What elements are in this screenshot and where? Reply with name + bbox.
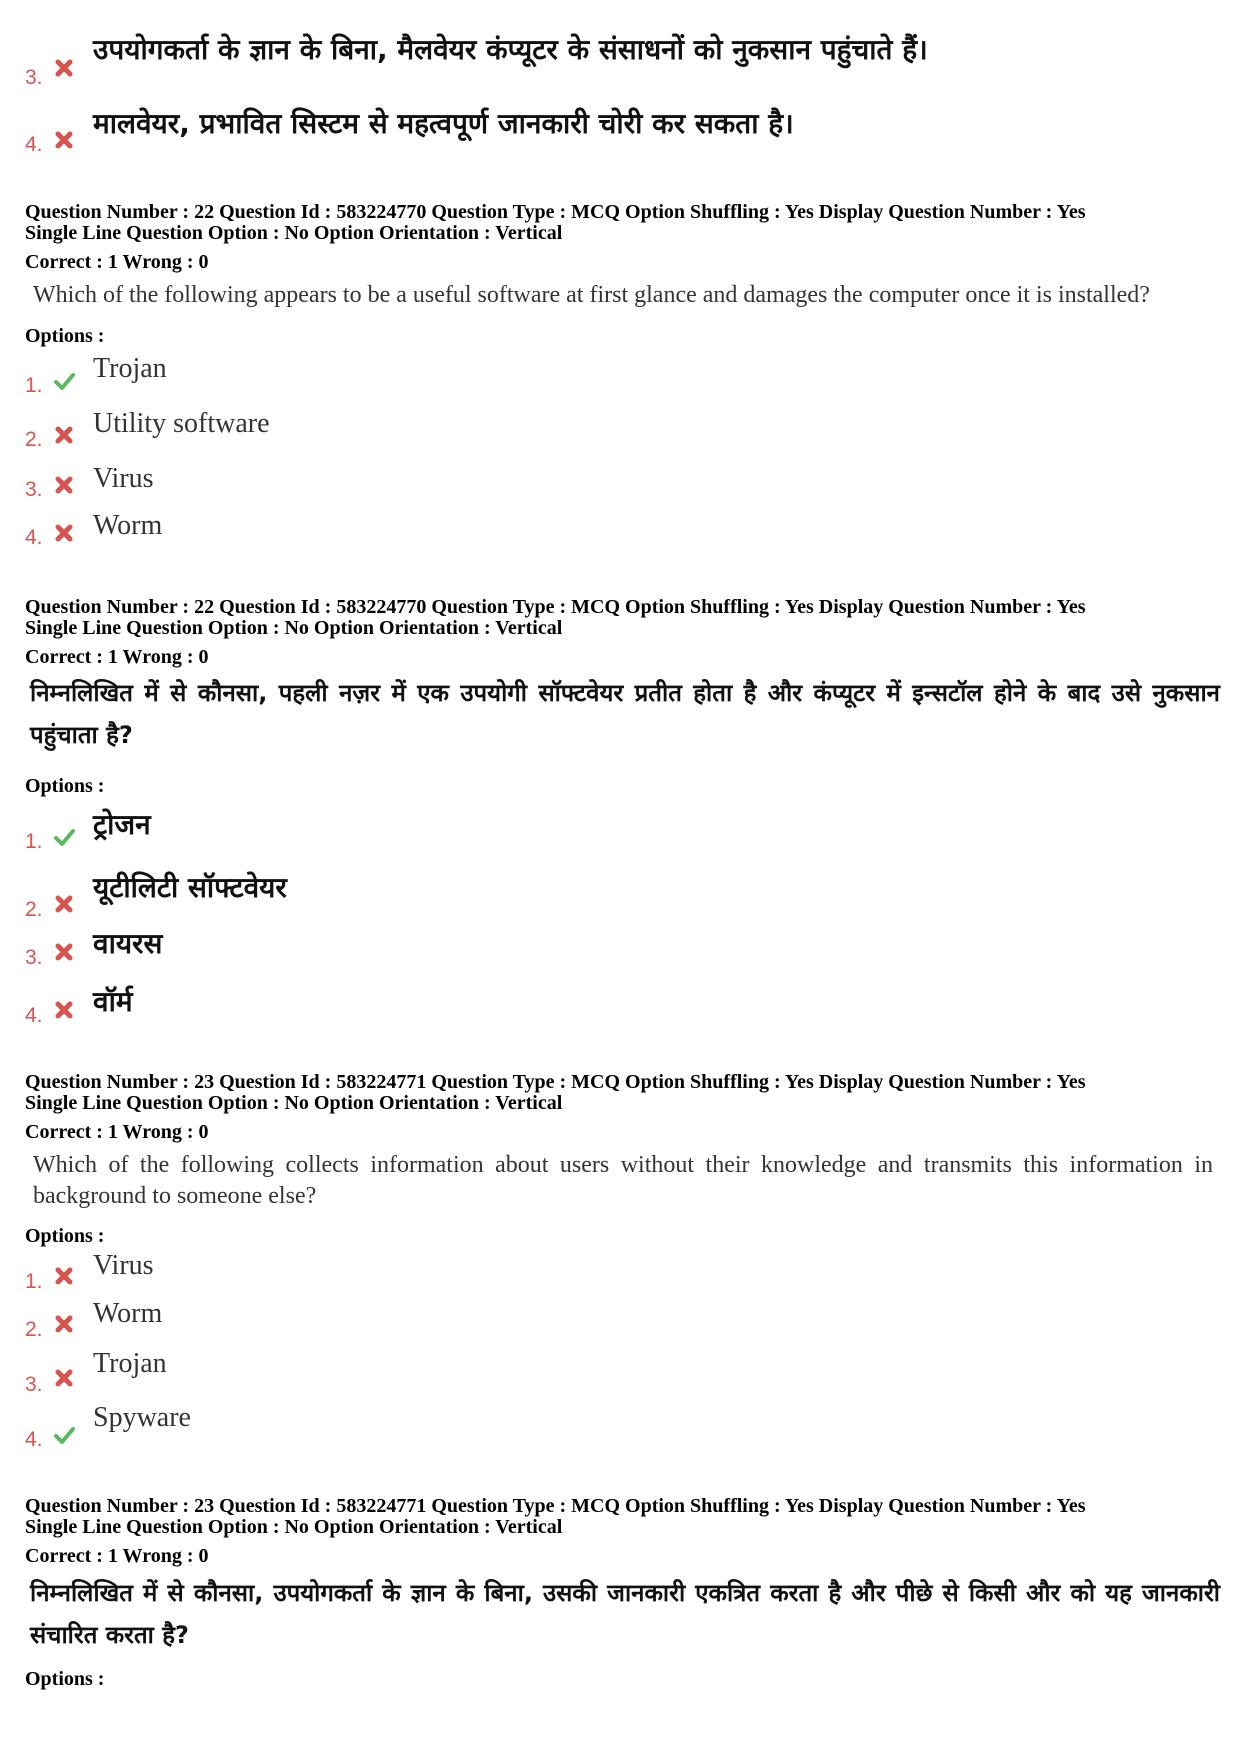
cross-icon	[52, 998, 76, 1022]
option-text: Worm	[93, 510, 163, 541]
option-text: Virus	[93, 1250, 154, 1281]
cross-icon	[52, 473, 76, 497]
options-label: Options :	[25, 775, 105, 797]
option-number: 3.	[25, 946, 43, 969]
option-number: 4.	[25, 133, 43, 156]
option-number: 4.	[25, 1004, 43, 1027]
option-text: Worm	[93, 1298, 163, 1329]
option-number: 3.	[25, 1373, 43, 1396]
cross-icon	[52, 1312, 76, 1336]
options-label: Options :	[25, 1668, 105, 1690]
option-text: उपयोगकर्ता के ज्ञान के बिना, मैलवेयर कंप्यूटर के संसाधनों को नुकसान पहुंचाते हैं।	[93, 33, 928, 66]
cross-icon	[52, 892, 76, 916]
question-meta-line1: Question Number : 22 Question Id : 583224770 Question Type : MCQ Option Shuffling : Yes Display Question Number : Yes	[25, 596, 1086, 618]
question-meta-line2: Single Line Question Option : No Option Orientation : Vertical	[25, 1092, 563, 1114]
option-text: वायरस	[93, 927, 163, 960]
options-label: Options :	[25, 325, 105, 347]
check-icon	[52, 1423, 76, 1447]
question-meta-line1: Question Number : 22 Question Id : 583224770 Question Type : MCQ Option Shuffling : Yes Display Question Number : Yes	[25, 201, 1086, 223]
cross-icon	[52, 521, 76, 545]
question-text: Which of the following appears to be a useful software at first glance and damages the computer once it is installed?	[33, 282, 1150, 308]
question-marks: Correct : 1 Wrong : 0	[25, 251, 209, 273]
cross-icon	[52, 423, 76, 447]
options-label: Options :	[25, 1225, 105, 1247]
option-number: 1.	[25, 374, 43, 397]
question-marks: Correct : 1 Wrong : 0	[25, 1121, 209, 1143]
question-meta-line2: Single Line Question Option : No Option Orientation : Vertical	[25, 617, 563, 639]
question-meta-line2: Single Line Question Option : No Option Orientation : Vertical	[25, 1516, 563, 1538]
option-text: वॉर्म	[93, 985, 133, 1018]
option-text: Virus	[93, 463, 154, 494]
cross-icon	[52, 940, 76, 964]
option-text: ट्रोजन	[93, 808, 151, 841]
check-icon	[52, 825, 76, 849]
option-text: मालवेयर, प्रभावित सिस्टम से महत्वपूर्ण जानकारी चोरी कर सकता है।	[93, 107, 794, 140]
cross-icon	[52, 1366, 76, 1390]
option-text: Utility software	[93, 408, 270, 439]
cross-icon	[52, 128, 76, 152]
option-text: Spyware	[93, 1402, 191, 1433]
question-text: निम्नलिखित में से कौनसा, पहली नज़र में एक उपयोगी सॉफ्टवेयर प्रतीत होता है और कंप्यूटर में इन्सटॉल होने के बाद उसे नुकसान पहुंचाता है?	[30, 679, 1220, 749]
check-icon	[52, 369, 76, 393]
option-number: 2.	[25, 1318, 43, 1341]
option-number: 3.	[25, 478, 43, 501]
cross-icon	[52, 1264, 76, 1288]
question-text: Which of the following collects information about users without their knowledge and transmits this information in background to someone else?	[33, 1152, 1213, 1209]
option-text: Trojan	[93, 1348, 167, 1379]
option-number: 4.	[25, 526, 43, 549]
question-text: निम्नलिखित में से कौनसा, उपयोगकर्ता के ज्ञान के बिना, उसकी जानकारी एकत्रित करता है और पीछे से किसी और को यह जानकारी संचारित करता है?	[30, 1579, 1220, 1649]
option-number: 1.	[25, 1270, 43, 1293]
option-number: 2.	[25, 428, 43, 451]
question-marks: Correct : 1 Wrong : 0	[25, 1545, 209, 1567]
question-meta-line1: Question Number : 23 Question Id : 583224771 Question Type : MCQ Option Shuffling : Yes Display Question Number : Yes	[25, 1495, 1086, 1517]
option-number: 1.	[25, 830, 43, 853]
cross-icon	[52, 56, 76, 80]
option-number: 3.	[25, 66, 43, 89]
option-text: Trojan	[93, 353, 167, 384]
option-text: यूटीलिटी सॉफ्टवेयर	[93, 871, 287, 904]
option-number: 4.	[25, 1428, 43, 1451]
question-meta-line1: Question Number : 23 Question Id : 583224771 Question Type : MCQ Option Shuffling : Yes Display Question Number : Yes	[25, 1071, 1086, 1093]
question-marks: Correct : 1 Wrong : 0	[25, 646, 209, 668]
option-number: 2.	[25, 898, 43, 921]
question-meta-line2: Single Line Question Option : No Option Orientation : Vertical	[25, 222, 563, 244]
